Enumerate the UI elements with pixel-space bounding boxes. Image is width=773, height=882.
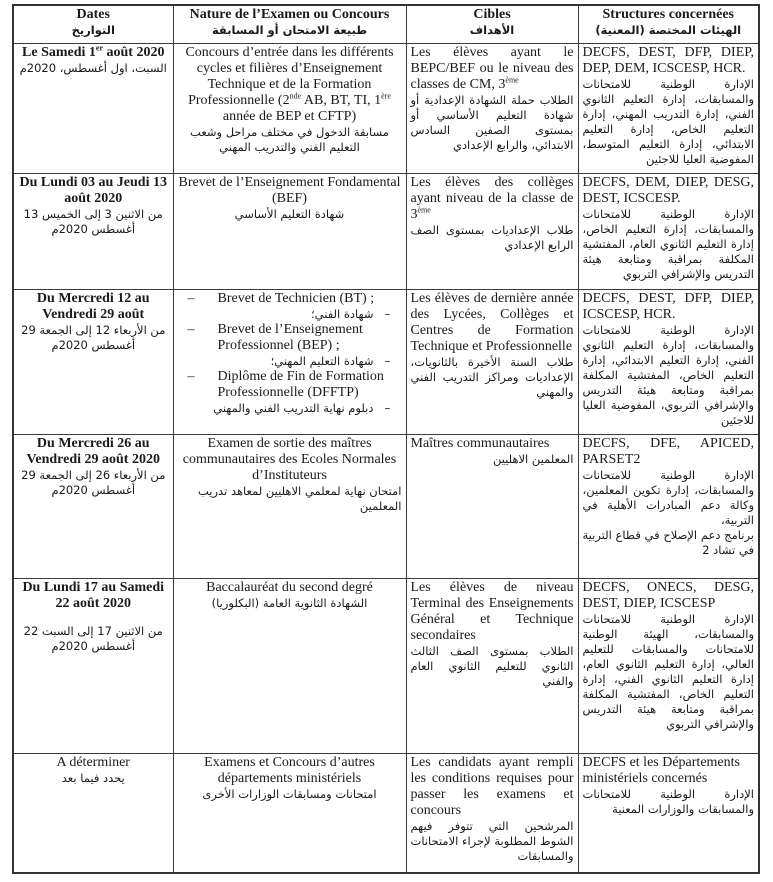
nature-item-fr <box>178 291 402 307</box>
date-fr-text: Le Samedi 1 <box>22 44 96 60</box>
header-cibles-ar: الأهداف <box>469 23 515 37</box>
nature-cell <box>173 173 406 289</box>
cibles-fr-text: Les élèves ayant le BEPC/BEF ou le niveau des classes de CM, 3 <box>410 44 574 92</box>
nature-item-ar-text: شهادة التعليم المهني؛ <box>270 353 374 368</box>
nature-fr: Examens et Concours d’autres départements ministériels <box>204 754 375 786</box>
exam-schedule-table <box>12 4 760 874</box>
cibles-fr-text: Les élèves des collèges ayant niveau de la classe de 3 <box>410 174 574 222</box>
cibles-fr-sup: ème <box>417 204 431 214</box>
date-ar: من الاثنين 17 إلى السبت 22 أغسطس 2020م <box>23 623 163 653</box>
date-fr-text: août 2020 <box>103 44 165 60</box>
nature-item-fr-text: Brevet de l’Enseignement Professionnel (BEP) ; <box>217 321 363 353</box>
nature-cell <box>173 578 406 753</box>
cibles-fr <box>411 45 574 93</box>
cibles-fr: Les candidats ayant rempli les conditions requises pour passer les examens et concours <box>410 754 574 818</box>
structures-ar: الإدارة الوطنية للامتحانات والمسابقات، الهيئة الوطنية للامتحانات والمسابقات للتعليم العالي، إدارة التعليم الثانوي العام، إدارة التعليم الثانوي الفني، إدارة التعليم الخاص، المفتشية المكلفة بمراقبة ومتابعة هيئة التدريس والإشرافي التربوي <box>582 611 754 731</box>
nature-cell <box>173 753 406 873</box>
nature-fr-sup: ère <box>381 90 391 100</box>
header-row <box>13 5 759 43</box>
date-fr: Du Mercredi 12 au Vendredi 29 août <box>36 290 150 322</box>
bullet-dash: – <box>187 321 195 337</box>
cibles-cell <box>406 173 578 289</box>
nature-item-ar-text: دبلوم نهاية التدريب الفني والمهني <box>213 400 374 415</box>
nature-ar: الشهادة الثانوية العامة (البكلوريا) <box>211 595 368 610</box>
bullet-dash: – <box>187 368 195 384</box>
bullet-dash: – <box>384 353 391 368</box>
date-ar: من الأربعاء 12 إلى الجمعة 29 أغسطس 2020م <box>21 322 166 352</box>
header-dates-fr: Dates <box>76 7 110 22</box>
header-structures <box>578 5 759 43</box>
bullet-dash: – <box>187 290 195 306</box>
structures-cell <box>578 434 759 578</box>
table-row <box>13 434 759 578</box>
cibles-cell <box>406 289 578 434</box>
cibles-ar: طلاب السنة الأخيرة بالثانويات، الإعداديات ومراكز التدريب الفني والمهني <box>410 354 574 399</box>
nature-item-fr <box>178 369 402 401</box>
nature-fr-text: Concours d’entrée dans les différents cycles et filières d’Enseignement Technique et de la Formation Professionnelle (2 <box>185 44 394 108</box>
cibles-ar: الطلاب بمستوى الصف الثالث الثانوي للتعليم الثانوي العام والفني <box>410 643 574 688</box>
date-cell <box>13 43 173 173</box>
header-dates <box>13 5 173 43</box>
date-cell <box>13 578 173 753</box>
nature-item-ar <box>178 354 402 369</box>
nature-fr: Examen de sortie des maîtres communautaires des Ecoles Normales d’Instituteurs <box>182 435 397 483</box>
structures-ar: الإدارة الوطنية للامتحانات والمسابقات والوزارات المعنية <box>582 786 754 816</box>
date-fr: Du Mercredi 26 au Vendredi 29 août 2020 <box>26 435 160 467</box>
date-cell <box>13 753 173 873</box>
cibles-fr: Maîtres communautaires <box>410 435 550 451</box>
cibles-fr: Les élèves de dernière année des Lycées, Collèges et Centres de Formation Technique et Professionnelle <box>410 290 574 354</box>
table-row <box>13 173 759 289</box>
date-fr: A déterminer <box>56 754 130 770</box>
structures-cell <box>578 289 759 434</box>
structures-cell <box>578 173 759 289</box>
nature-item-ar <box>178 307 402 322</box>
cibles-ar: المرشحين التي تتوفر فيهم الشوط المطلوبة لإجراء الامتحانات والمسابقات <box>410 818 574 863</box>
date-cell <box>13 289 173 434</box>
structures-ar: الإدارة الوطنية للامتحانات والمسابقات، إدارة التعليم الثانوي الفني، إدارة التدريب المهني، إدارة التعليم الخاص، إدارة التعليم الابتدائي، إدارة التعليم المتوسط، المفوضية العليا للاجئين <box>582 76 754 166</box>
table-row <box>13 753 759 873</box>
header-structures-fr: Structures concernées <box>602 7 735 22</box>
nature-fr: Brevet de l’Enseignement Fondamental (BEF) <box>178 174 401 206</box>
nature-cell <box>173 434 406 578</box>
nature-fr-text: AB, BT, TI, 1 <box>301 92 382 108</box>
cibles-ar: الطلاب حملة الشهادة الإعدادية أو شهادة التعليم الأساسي أو بمستوى الصفين السادس الابتدائي، والرابع الإعدادي <box>410 92 574 152</box>
cibles-ar: المعلمين الاهليين <box>492 451 574 466</box>
date-ar: يحدد فيما بعد <box>61 770 125 785</box>
header-nature <box>173 5 406 43</box>
date-ar: من الأربعاء 26 إلى الجمعة 29 أغسطس 2020م <box>21 467 166 497</box>
nature-item-ar <box>178 401 402 416</box>
nature-item-ar-text: شهادة الفني؛ <box>311 306 374 321</box>
cibles-cell <box>406 434 578 578</box>
nature-fr: Baccalauréat du second degré <box>206 579 373 595</box>
nature-ar: مسابقة الدخول في مختلف مراحل وشعب التعليم الفني والتدريب المهني <box>190 124 389 154</box>
header-cibles <box>406 5 578 43</box>
header-nature-fr: Nature de l’Examen ou Concours <box>189 7 390 22</box>
structures-ar: الإدارة الوطنية للامتحانات والمسابقات، إدارة التعليم الخاص، إدارة التعليم الثانوي العام، المفتشية المكلفة بمراقبة ومتابعة هيئة التدريس والإشرافي التربوي <box>582 206 754 281</box>
nature-cell <box>173 289 406 434</box>
structures-cell <box>578 578 759 753</box>
header-nature-ar: طبيعة الامتحان أو المسابقة <box>211 23 368 37</box>
nature-fr-sup: nde <box>289 90 302 100</box>
nature-fr <box>178 45 402 125</box>
nature-ar: شهادة التعليم الأساسي <box>234 206 345 221</box>
bullet-dash: – <box>384 306 391 321</box>
header-structures-ar: الهيئات المختصة (المعنية) <box>595 23 742 37</box>
header-dates-ar: التواريخ <box>71 23 115 37</box>
date-cell <box>13 173 173 289</box>
structures-fr: DECFS, DFE, APICED, PARSET2 <box>582 435 754 467</box>
cibles-cell <box>406 43 578 173</box>
nature-ar: امتحانات ومسابقات الوزارات الأخرى <box>202 786 377 801</box>
structures-fr: DECFS et les Départements ministériels concernés <box>582 754 740 786</box>
bullet-dash: – <box>384 400 391 415</box>
date-ar: السبت، اول أغسطس، 2020م <box>19 60 167 75</box>
cibles-fr <box>411 175 574 223</box>
structures-ar-2: برنامج دعم الإصلاح في قطاع التربية في تشاد 2 <box>582 527 754 557</box>
structures-fr: DECFS, DEST, DFP, DIEP, DEP, DEM, ICSCESP, HCR. <box>582 44 754 76</box>
cibles-ar: طلاب الإعداديات بمستوى الصف الرابع الإعدادي <box>410 222 574 252</box>
structures-cell <box>578 753 759 873</box>
nature-item-fr-text: Brevet de Technicien (BT) ; <box>217 290 375 306</box>
date-ar: من الاثنين 3 إلى الخميس 13 أغسطس 2020م <box>23 206 163 236</box>
nature-ar: امتحان نهاية لمعلمي الاهليين لمعاهد تدريب المعلمين <box>198 483 402 513</box>
date-cell <box>13 434 173 578</box>
table-row <box>13 43 759 173</box>
date-fr: Du Lundi 17 au Samedi 22 août 2020 <box>22 579 165 611</box>
date-fr <box>18 42 169 61</box>
nature-item-fr-text: Diplôme de Fin de Formation Professionnelle (DFFTP) <box>217 368 384 400</box>
structures-fr: DECFS, DEM, DIEP, DESG, DEST, ICSCESP. <box>582 174 754 206</box>
date-fr-sup: er <box>95 42 104 52</box>
table-row <box>13 289 759 434</box>
structures-ar: الإدارة الوطنية للامتحانات والمسابقات، إدارة تكوين المعلمين، وكالة دعم المبادرات الأهلية في التربية، <box>582 467 754 527</box>
date-fr: Du Lundi 03 au Jeudi 13 août 2020 <box>19 174 167 206</box>
cibles-cell <box>406 753 578 873</box>
structures-cell <box>578 43 759 173</box>
cibles-cell <box>406 578 578 753</box>
structures-fr: DECFS, DEST, DFP, DIEP, ICSCESP, HCR. <box>582 290 754 322</box>
cibles-fr-sup: ème <box>505 74 519 84</box>
nature-cell <box>173 43 406 173</box>
cibles-fr: Les élèves de niveau Terminal des Enseignements Général et Technique secondaires <box>410 579 574 643</box>
table-row <box>13 578 759 753</box>
header-cibles-fr: Cibles <box>473 7 511 22</box>
nature-item-fr <box>178 322 402 354</box>
structures-fr: DECFS, ONECS, DESG, DEST, DIEP, ICSCESP <box>582 579 754 611</box>
nature-fr-text: année de BEP et CFTP) <box>222 108 357 124</box>
structures-ar: الإدارة الوطنية للامتحانات والمسابقات، إدارة التعليم الثانوي الفني، إدارة التعليم الابتدائي، إدارة التعليم الخاص، المفتشية المكلفة بمراقبة ومتابعة هيئة التدريس والإشرافي التربوي، المفوضية العليا للاجئين <box>582 322 754 427</box>
